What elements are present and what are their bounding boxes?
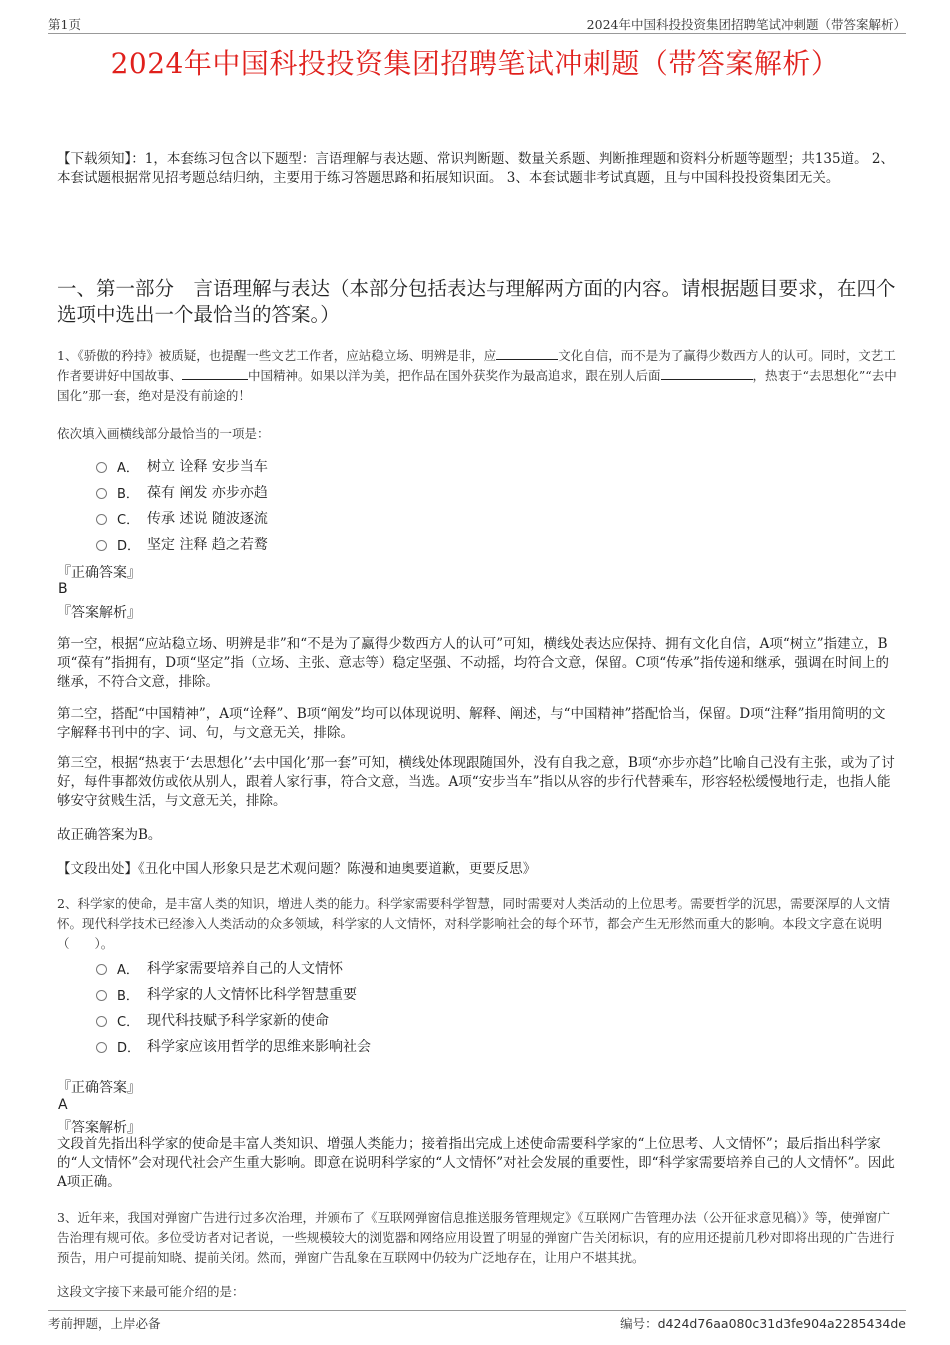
- q1-option-a[interactable]: A． 树立 诠释 安步当车: [96, 456, 268, 476]
- radio-icon[interactable]: [96, 488, 107, 499]
- q2-answer: A: [58, 1097, 68, 1113]
- q1-analysis-para-2: 第二空，搭配“中国精神”，A项“诠释”、B项“阐发”均可以体现说明、解释、阐述，与“中国精神”搭配恰当，保留。D项“注释”指用简明的文字解释书刊中的字、词、句，与文意无关，排除。: [57, 706, 886, 741]
- footer-slogan: 考前押题，上岸必备: [48, 1316, 161, 1331]
- question-1-instruction: 依次填入画横线部分最恰当的一项是：: [57, 426, 270, 441]
- footer-divider: [48, 1310, 906, 1311]
- q1-source: 【文段出处】《丑化中国人形象只是艺术观问题？陈漫和迪奥要道歉，更要反思》: [57, 861, 537, 877]
- q1-option-b[interactable]: B． 葆有 阐发 亦步亦趋: [96, 482, 268, 502]
- q1-option-d[interactable]: D． 坚定 注释 趋之若鹜: [96, 534, 268, 554]
- blank-2: [182, 367, 248, 380]
- running-header-title: 2024年中国科投投资集团招聘笔试冲刺题（带答案解析）: [586, 17, 906, 32]
- q1-analysis-para-3: 第三空，根据“热衷于‘去思想化’‘去中国化’那一套”可知，横线处体现跟随国外，没有自我之意，B项“亦步亦趋”比喻自己没有主张，或为了讨好，每件事都效仿或依从别人，跟着人家行事，符合文意，当选。A项“安步当车”指以从容的步行代替乘车，形容轻松缓慢地行走，也指人能够安守贫贱生活，与文意无关，排除。: [57, 755, 895, 809]
- q1-conclusion: 故正确答案为B。: [57, 827, 162, 843]
- question-2-stem: 2、科学家的使命，是丰富人类的知识，增进人类的能力。科学家需要科学智慧，同时需要对人类活动的上位思考。需要哲学的沉思，需要深厚的人文情怀。现代科学技术已经渗入人类活动的众多领域，科学家的人文情怀，对科学影响社会的每个环节，都会产生无形然而重大的影响。本段文字意在说明（ ）。: [57, 896, 890, 951]
- q1-option-c[interactable]: C． 传承 述说 随波逐流: [96, 508, 268, 528]
- q2-option-c[interactable]: C． 现代科技赋予科学家新的使命: [96, 1010, 329, 1030]
- q1-analysis-para-1: 第一空，根据“应站稳立场、明辨是非”和“不是为了赢得少数西方人的认可”可知，横线处表达应保持、拥有文化自信，A项“树立”指建立，B项“葆有”指拥有，D项“坚定”指（立场、主张、意志等）稳定坚强、不动摇，均符合文意，保留。C项“传承”指传递和继承，强调在时间上的继承，不符合文意，排除。: [57, 636, 890, 690]
- q2-option-d[interactable]: D． 科学家应该用哲学的思维来影响社会: [96, 1036, 371, 1056]
- q2-analysis-label: 『答案解析』: [57, 1120, 141, 1136]
- page-number: 第1页: [48, 17, 81, 32]
- document-title: 2024年中国科投投资集团招聘笔试冲刺题（带答案解析）: [110, 47, 840, 80]
- question-3-stem: 3、近年来，我国对弹窗广告进行过多次治理，并颁布了《互联网弹窗信息推送服务管理规定》《互联网广告管理办法（公开征求意见稿）》等，使弹窗广告治理有规可依。多位受访者对记者说，一些规模较大的浏览器和网络应用设置了明显的弹窗广告关闭标识，有的应用还提前几秒对即将出现的广告进行预告，用户可提前知晓、提前关闭。然而，弹窗广告乱象在互联网中仍较为广泛地存在，让用户不堪其扰。: [57, 1210, 895, 1265]
- header-divider: [48, 33, 906, 34]
- radio-icon[interactable]: [96, 514, 107, 525]
- download-notice: 【下载须知】：1，本套练习包含以下题型：言语理解与表达题、常识判断题、数量关系题、判断推理题和资料分析题等题型；共135道。 2、本套试题根据常见招考题总结归纳，主要用于练习答题思路和拓展知识面。 3、本套试题非考试真题，且与中国科投投资集团无关。: [57, 151, 894, 186]
- blank-1: [496, 347, 558, 360]
- question-3-instruction: 这段文字接下来最可能介绍的是：: [57, 1284, 245, 1299]
- q2-answer-label: 『正确答案』: [57, 1080, 141, 1096]
- radio-icon[interactable]: [96, 990, 107, 1001]
- question-1-stem: 1、《骄傲的矜持》被质疑，也提醒一些文艺工作者，应站稳立场、明辨是非，应 文化自信，而不是为了赢得少数西方人的认可。同时，文艺工作者要讲好中国故事、 中国精神。如果以洋为美，把作品在国外获奖作为最高追求，跟在别人后面 ，热衷于“去思想化”“去中国化”那一套，绝对是没有前途的！: [57, 348, 897, 403]
- blank-3: [661, 367, 753, 380]
- q2-option-b[interactable]: B． 科学家的人文情怀比科学智慧重要: [96, 984, 357, 1004]
- q1-analysis-label: 『答案解析』: [57, 605, 141, 621]
- radio-icon[interactable]: [96, 540, 107, 551]
- radio-icon[interactable]: [96, 1042, 107, 1053]
- q2-option-a[interactable]: A． 科学家需要培养自己的人文情怀: [96, 958, 343, 978]
- q1-answer-label: 『正确答案』: [57, 565, 141, 581]
- q1-answer: B: [58, 581, 68, 597]
- radio-icon[interactable]: [96, 462, 107, 473]
- radio-icon[interactable]: [96, 964, 107, 975]
- radio-icon[interactable]: [96, 1016, 107, 1027]
- section-heading: 一、第一部分 言语理解与表达（本部分包括表达与理解两方面的内容。请根据题目要求，在四个选项中选出一个最恰当的答案。）: [57, 277, 896, 326]
- document-code: 编号：d424d76aa080c31d3fe904a2285434de: [620, 1316, 906, 1331]
- q2-analysis: 文段首先指出科学家的使命是丰富人类知识、增强人类能力；接着指出完成上述使命需要科学家的“上位思考、人文情怀”；最后指出科学家的“人文情怀”会对现代社会产生重大影响。即意在说明科学家的“人文情怀”对社会发展的重要性，即“科学家需要培养自己的人文情怀”。因此A项正确。: [57, 1136, 895, 1190]
